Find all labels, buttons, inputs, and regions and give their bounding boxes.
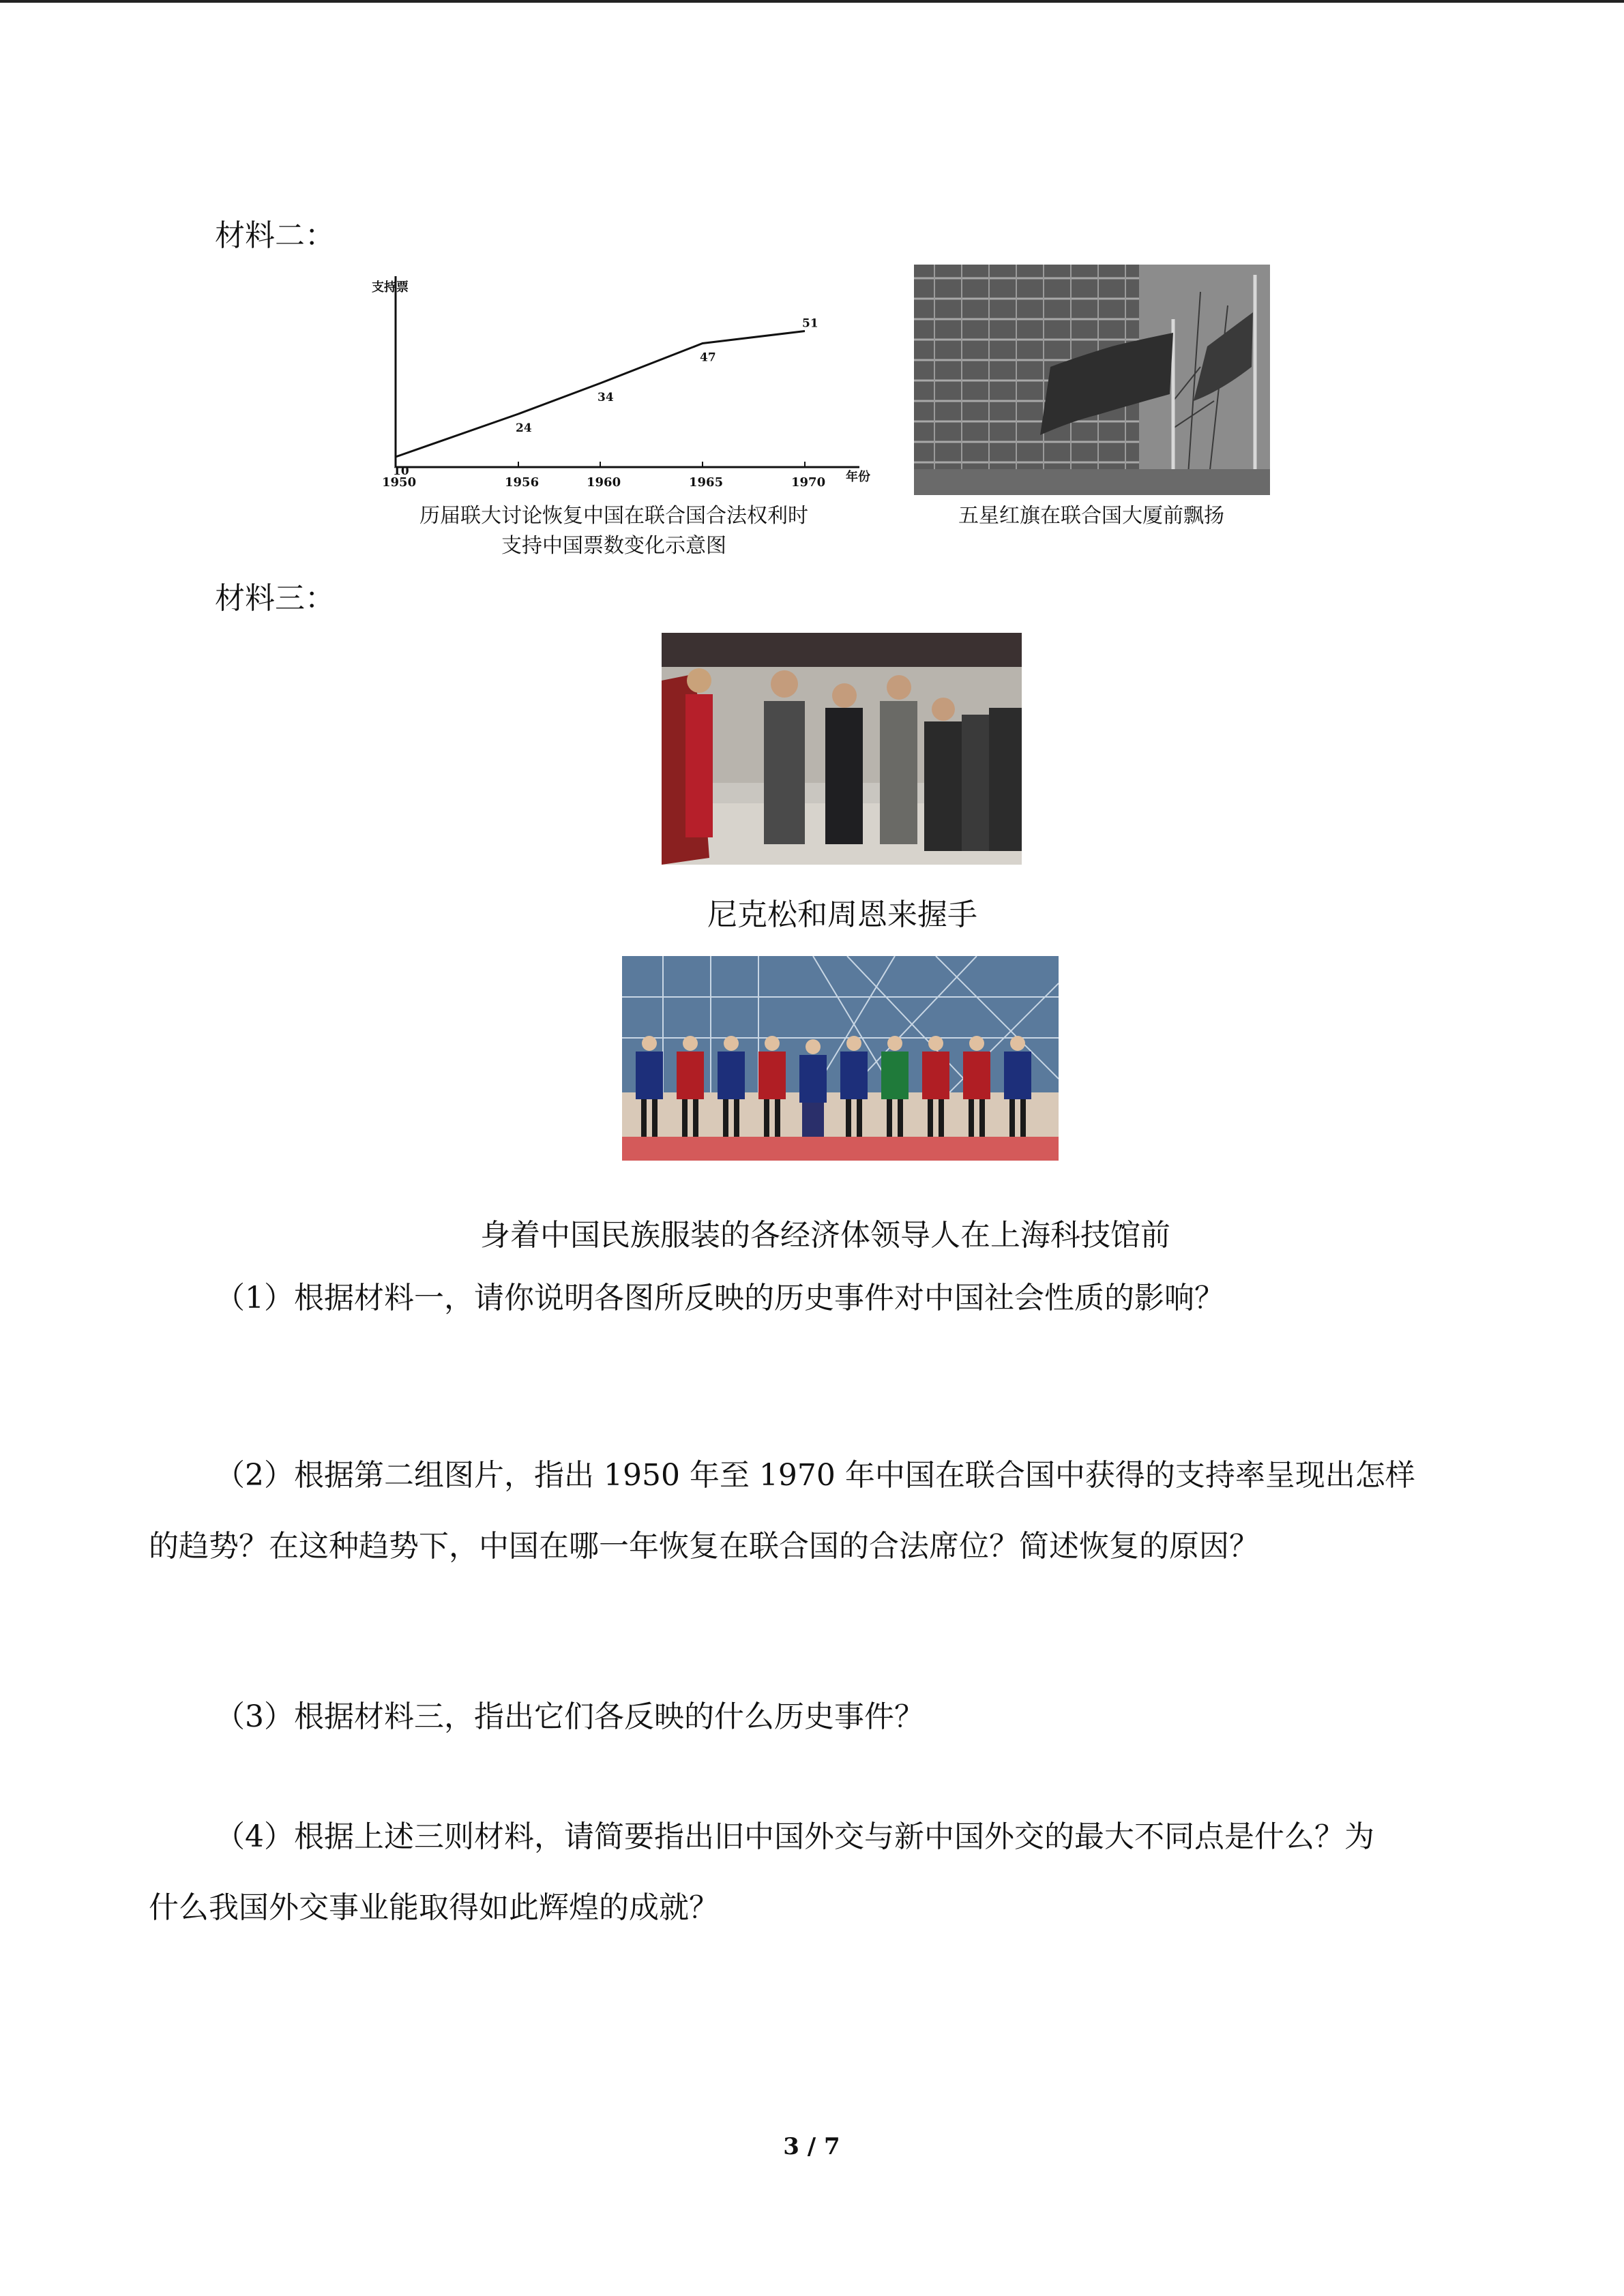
question-2-line1: （2）根据第二组图片，指出 1950 年至 1970 年中国在联合国中获得的支持率呈现出怎样 bbox=[215, 1458, 1415, 1493]
material2-heading: 材料二： bbox=[215, 218, 335, 253]
data-label: 47 bbox=[700, 351, 716, 365]
nixon-zhou-photo bbox=[662, 633, 1022, 865]
data-label: 34 bbox=[597, 391, 614, 404]
x-tick-label: 1956 bbox=[505, 475, 540, 490]
top-border bbox=[0, 0, 1624, 3]
data-label: 10 bbox=[393, 464, 409, 478]
data-label: 51 bbox=[802, 316, 818, 331]
x-tick-label: 1950 bbox=[382, 475, 417, 490]
un-flag-photo bbox=[914, 265, 1270, 495]
page-number: 3 / 7 bbox=[783, 2133, 840, 2160]
apec-leaders-caption: 身着中国民族服装的各经济体领导人在上海科技馆前 bbox=[480, 1218, 1170, 1253]
x-tick-label: 1970 bbox=[791, 475, 826, 490]
question-3: （3）根据材料三，指出它们各反映的什么历史事件？ bbox=[215, 1699, 924, 1734]
question-2-line2: 的趋势？在这种趋势下，中国在哪一年恢复在联合国的合法席位？简述恢复的原因？ bbox=[149, 1529, 1259, 1564]
material3-heading: 材料三： bbox=[215, 581, 335, 616]
chart-caption-line2: 支持中国票数变化示意图 bbox=[501, 534, 726, 558]
support-votes-chart bbox=[368, 269, 887, 494]
x-tick-label: 1965 bbox=[689, 475, 724, 490]
data-label: 24 bbox=[516, 421, 532, 435]
chart-caption-line1: 历届联大讨论恢复中国在联合国合法权利时 bbox=[419, 504, 808, 528]
x-axis-label: 年份 bbox=[846, 470, 870, 484]
apec-leaders-photo bbox=[622, 956, 1059, 1161]
question-4-line2: 什么我国外交事业能取得如此辉煌的成就？ bbox=[149, 1890, 719, 1925]
nixon-zhou-caption: 尼克松和周恩来握手 bbox=[707, 897, 977, 932]
x-tick-label: 1960 bbox=[587, 475, 621, 490]
question-4-line1: （4）根据上述三则材料，请简要指出旧中国外交与新中国外交的最大不同点是什么？为 bbox=[215, 1819, 1374, 1854]
un-flag-caption: 五星红旗在联合国大厦前飘扬 bbox=[958, 504, 1224, 528]
y-axis-label: 支持票 bbox=[372, 280, 409, 295]
question-1: （1）根据材料一，请你说明各图所反映的历史事件对中国社会性质的影响？ bbox=[215, 1281, 1224, 1315]
